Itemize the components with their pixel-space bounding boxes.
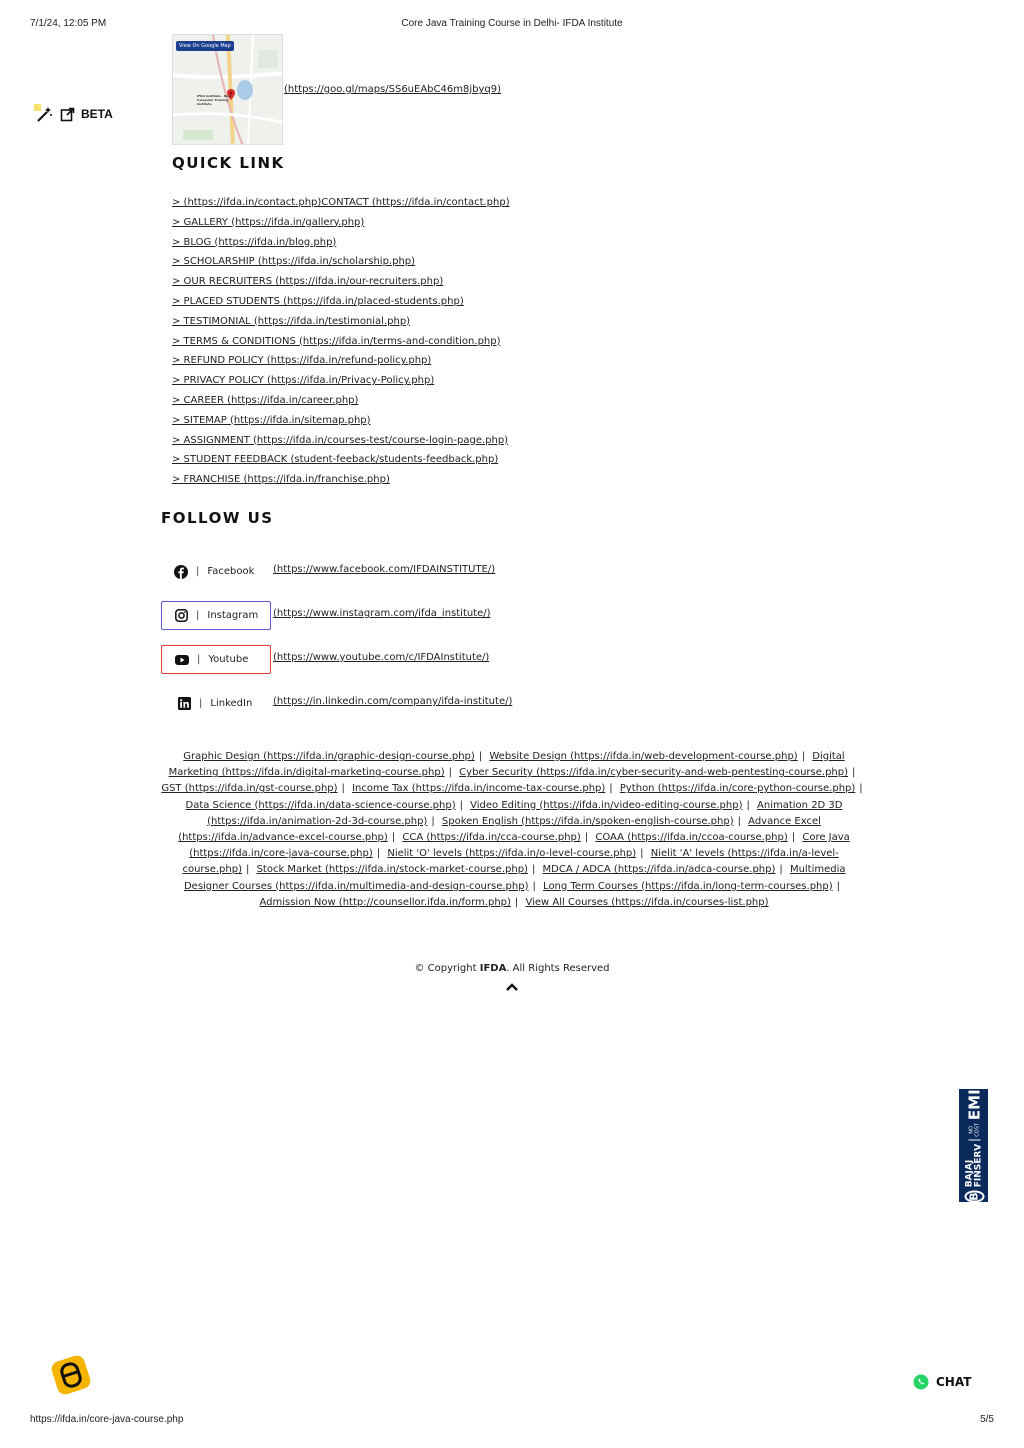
instagram-label: Instagram <box>207 610 259 621</box>
copyright <box>0 963 1024 974</box>
course-separator: | <box>836 880 841 892</box>
course-link[interactable]: MDCA / ADCA (https://ifda.in/adca-course.php) <box>542 864 776 876</box>
emi-no-cost-line1: NO <box>967 1125 974 1134</box>
course-link[interactable]: Cyber Security (https://ifda.in/cyber-security-and-web-pentesting-course.php) <box>459 767 849 779</box>
copyright-prefix: © Copyright <box>414 963 477 974</box>
quick-link-sitemap[interactable]: > SITEMAP (https://ifda.in/sitemap.php) <box>172 414 371 426</box>
course-link[interactable]: CCA (https://ifda.in/cca-course.php) <box>402 832 581 844</box>
quick-link-list <box>172 196 510 493</box>
course-separator: | <box>448 767 452 779</box>
course-separator: | <box>246 864 250 876</box>
course-link[interactable]: COAA (https://ifda.in/ccoa-course.php) <box>595 832 788 844</box>
bajaj-logo-icon: B <box>964 1190 984 1202</box>
linkedin-icon <box>178 697 191 710</box>
quick-link-title: QUICK LINK <box>172 154 285 172</box>
print-url: https://ifda.in/core-java-course.php <box>30 1414 184 1425</box>
youtube-label: Youtube <box>208 654 249 665</box>
view-on-google-map-button[interactable]: View On Google Map <box>176 41 234 51</box>
course-separator: | <box>779 864 783 876</box>
course-separator: | <box>376 848 381 860</box>
course-separator: | <box>341 783 345 795</box>
emi-brand-line2: FINSERV <box>972 1143 983 1187</box>
course-link[interactable]: Python (https://ifda.in/core-python-course.php) <box>619 783 856 795</box>
course-link[interactable]: Stock Market (https://ifda.in/stock-market-course.php) <box>256 864 528 876</box>
quick-link-franchise[interactable]: > FRANCHISE (https://ifda.in/franchise.php) <box>172 474 390 486</box>
map-pin-label: IFDA Institute - Best Computer Training Institute <box>197 94 232 106</box>
course-link[interactable]: Animation 2D 3D (https://ifda.in/animation-2d-3d-course.php) <box>207 799 843 827</box>
print-page-count: 5/5 <box>980 1414 994 1425</box>
beta-label: BETA <box>81 107 113 121</box>
youtube-link[interactable]: (https://www.youtube.com/c/IFDAInstitute/) <box>273 652 490 663</box>
magic-wand-icon <box>34 104 54 124</box>
map-link[interactable]: (https://goo.gl/maps/SS6uEAbC46m8jbyq9) <box>284 84 501 95</box>
print-page-title: Core Java Training Course in Delhi- IFDA Institute <box>401 18 623 29</box>
course-separator: | <box>391 832 396 844</box>
quick-link-assignment[interactable]: > ASSIGNMENT (https://ifda.in/courses-test/course-login-page.php) <box>172 434 509 446</box>
course-link[interactable]: Core Java (https://ifda.in/core-java-course.php) <box>189 832 850 860</box>
course-separator: | <box>532 880 536 892</box>
facebook-icon <box>174 565 188 579</box>
quick-link-student-feedback[interactable]: > STUDENT FEEDBACK (student-feeback/students-feedback.php) <box>172 454 499 466</box>
course-links <box>160 749 868 911</box>
course-link[interactable]: Advance Excel (https://ifda.in/advance-excel-course.php) <box>178 815 821 844</box>
instagram-icon <box>175 609 188 622</box>
course-separator: | <box>737 815 741 827</box>
youtube-button[interactable] <box>161 645 271 674</box>
social-instagram-row <box>161 601 491 630</box>
course-link-view-all[interactable]: View All Courses (https://ifda.in/courses-list.php) <box>525 896 769 908</box>
facebook-button[interactable] <box>161 557 271 586</box>
course-link[interactable]: Spoken English (https://ifda.in/spoken-english-course.php) <box>441 815 734 827</box>
course-link[interactable]: Nielit 'O' levels (https://ifda.in/o-level-course.php) <box>387 848 637 860</box>
course-link[interactable]: Video Editing (https://ifda.in/video-editing-course.php) <box>470 799 743 811</box>
course-link[interactable]: Income Tax (https://ifda.in/income-tax-course.php) <box>352 783 606 795</box>
course-separator: | <box>459 799 463 811</box>
copyright-suffix: . All Rights Reserved <box>506 963 610 974</box>
quick-link-career[interactable]: > CAREER (https://ifda.in/career.php) <box>172 394 359 406</box>
social-linkedin-row <box>161 689 512 718</box>
social-separator: | <box>199 698 203 709</box>
quick-link-recruiters[interactable]: > OUR RECRUITERS (https://ifda.in/our-recruiters.php) <box>172 276 444 288</box>
mouse-helper-icon[interactable] <box>48 1352 94 1398</box>
quick-link-gallery[interactable]: > GALLERY (https://ifda.in/gallery.php) <box>172 216 365 228</box>
course-separator: | <box>640 848 644 860</box>
beta-widget[interactable] <box>34 104 113 124</box>
course-separator: | <box>609 783 613 795</box>
course-link[interactable]: Website Design (https://ifda.in/web-development-course.php) <box>489 751 798 762</box>
print-header <box>30 18 994 32</box>
scroll-to-top-icon[interactable] <box>505 982 519 992</box>
course-separator: | <box>791 832 796 844</box>
quick-link-refund-policy[interactable]: > REFUND POLICY (https://ifda.in/refund-policy.php) <box>172 355 432 367</box>
quick-link-privacy-policy[interactable]: > PRIVACY POLICY (https://ifda.in/Privacy-Policy.php) <box>172 375 435 387</box>
course-separator: | <box>531 864 536 876</box>
instagram-link[interactable]: (https://www.instagram.com/ifda_institute/) <box>273 608 491 619</box>
youtube-icon <box>175 655 189 665</box>
emi-no-cost-line2: COST <box>973 1122 980 1137</box>
quick-link-testimonial[interactable]: > TESTIMONIAL (https://ifda.in/testimonial.php) <box>172 315 411 327</box>
course-link[interactable]: GST (https://ifda.in/gst-course.php) <box>161 783 338 795</box>
quick-link-contact[interactable]: > (https://ifda.in/contact.php)CONTACT (https://ifda.in/contact.php) <box>172 197 510 208</box>
print-footer <box>30 1414 994 1428</box>
google-map-thumbnail[interactable] <box>172 34 283 145</box>
course-separator: | <box>478 751 483 762</box>
facebook-label: Facebook <box>207 566 255 577</box>
social-youtube-row <box>161 645 489 674</box>
course-separator: | <box>859 783 863 795</box>
course-separator: | <box>431 815 435 827</box>
quick-link-scholarship[interactable]: > SCHOLARSHIP (https://ifda.in/scholarship.php) <box>172 256 416 268</box>
course-link[interactable]: Graphic Design (https://ifda.in/graphic-design-course.php) <box>183 751 475 762</box>
social-separator: | <box>197 654 201 665</box>
course-separator: | <box>801 751 806 762</box>
follow-us-title: FOLLOW US <box>161 509 274 527</box>
external-link-icon <box>60 107 75 122</box>
social-separator: | <box>196 610 200 621</box>
linkedin-label: LinkedIn <box>210 698 253 709</box>
bajaj-emi-badge[interactable] <box>959 1089 988 1202</box>
chat-button[interactable] <box>913 1374 971 1390</box>
social-facebook-row <box>161 557 495 586</box>
emi-label: EMI <box>964 1089 983 1120</box>
quick-link-placed-students[interactable]: > PLACED STUDENTS (https://ifda.in/placed-students.php) <box>172 295 464 307</box>
course-separator: | <box>852 767 856 779</box>
copyright-brand: IFDA <box>479 963 507 974</box>
whatsapp-icon <box>913 1374 929 1390</box>
course-separator: | <box>514 896 519 908</box>
course-separator: | <box>746 799 750 811</box>
chat-label: CHAT <box>936 1375 972 1389</box>
course-link[interactable]: Data Science (https://ifda.in/data-science-course.php) <box>185 799 456 811</box>
instagram-button[interactable] <box>161 601 271 630</box>
quick-link-terms[interactable]: > TERMS & CONDITIONS (https://ifda.in/terms-and-condition.php) <box>172 335 501 347</box>
linkedin-link[interactable]: (https://in.linkedin.com/company/ifda-institute/) <box>273 696 513 707</box>
course-link[interactable]: Long Term Courses (https://ifda.in/long-term-courses.php) <box>543 880 833 892</box>
emi-brand-line1: BAJAJ <box>963 1159 974 1187</box>
facebook-link[interactable]: (https://www.facebook.com/IFDAINSTITUTE/) <box>273 564 496 575</box>
linkedin-button[interactable] <box>161 689 271 718</box>
course-link[interactable]: Digital Marketing (https://ifda.in/digital-marketing-course.php) <box>168 751 845 779</box>
quick-link-blog[interactable]: > BLOG (https://ifda.in/blog.php) <box>172 236 337 248</box>
print-datetime: 7/1/24, 12:05 PM <box>30 18 107 29</box>
course-link[interactable]: Multimedia Designer Courses (https://ifda.in/multimedia-and-design-course.php) <box>183 864 846 892</box>
course-link[interactable]: Admission Now (http://counsellor.ifda.in/form.php) <box>259 896 511 908</box>
course-link[interactable]: Nielit 'A' levels (https://ifda.in/a-level-course.php) <box>182 848 839 876</box>
social-separator: | <box>196 566 200 577</box>
course-separator: | <box>584 832 589 844</box>
